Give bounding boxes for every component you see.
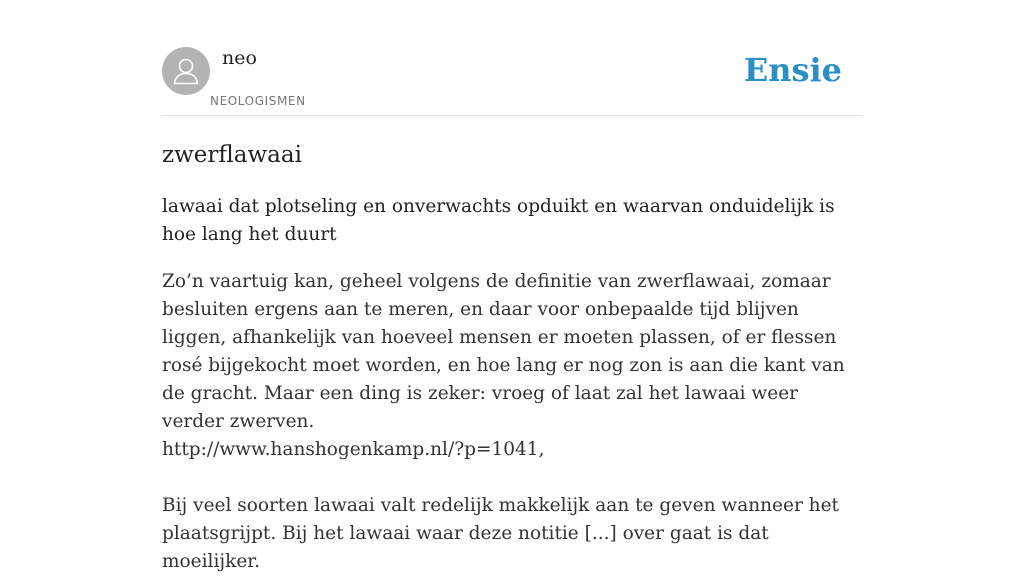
username-link[interactable]: neo [222,47,257,69]
dictionary-link[interactable]: NEOLOGISMEN [210,94,306,108]
entry-header [162,0,862,116]
user-avatar-icon[interactable] [162,47,210,95]
example-source-link[interactable]: http://www.hanshogenkamp.nl/?p=1041, [162,439,545,460]
user-silhouette-icon [162,47,210,95]
entry-definition: lawaai dat plotseling en onverwachts opduikt en waarvan onduidelijk is hoe lang het duurt [162,196,835,245]
example-paragraph: Bij veel soorten lawaai valt redelijk makkelijk aan te geven wanneer het plaatsgrijpt. Bij het lawaai waar deze notitie [...] over gaat is dat moeilijker. [162,495,839,572]
ensie-logo[interactable]: Ensie [743,51,842,89]
entry-term: zwerflawaai [162,142,302,168]
page-container [162,0,862,576]
example-paragraph: Zo’n vaartuig kan, geheel volgens de definitie van zwerflawaai, zomaar besluiten ergens aan te meren, en daar voor onbepaalde tijd blijven liggen, afhankelijk van hoeveel mensen er moeten plassen, of er flessen rosé bijgekocht moet worden, en hoe lang er nog zon is aan die kant van de gracht. Maar een ding is zeker: vroeg of laat zal het lawaai weer verder zwerven. [162,271,845,432]
entry-example [162,268,862,576]
